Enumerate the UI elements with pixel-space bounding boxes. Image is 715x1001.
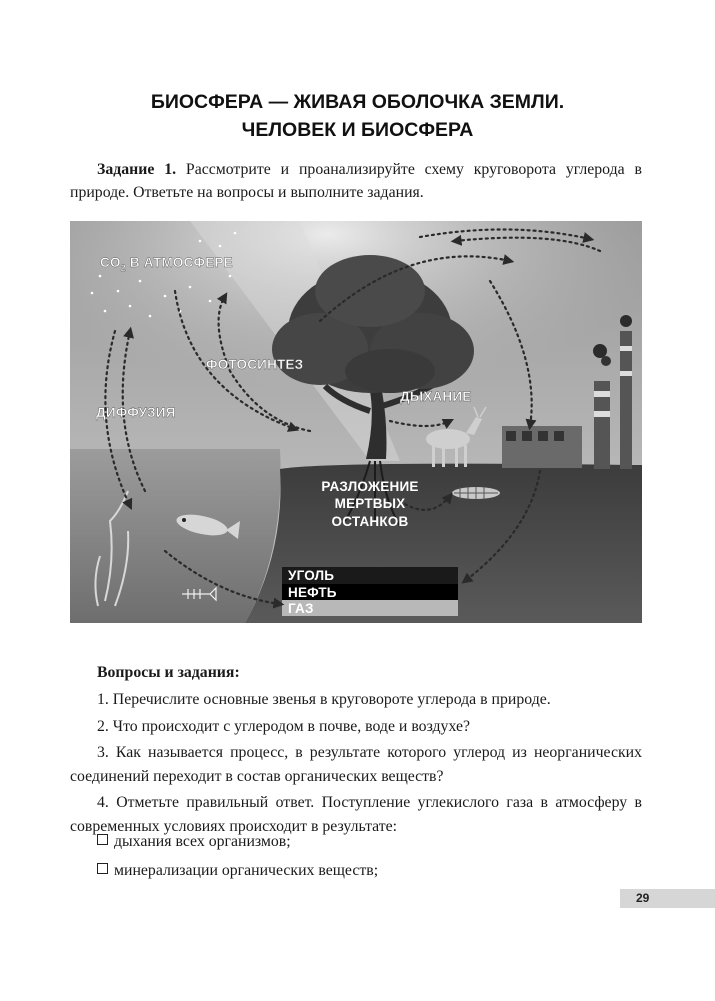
checkbox-icon[interactable] [97,834,108,845]
question-2: 2. Что происходит с углеродом в почве, воде и воздухе? [97,717,470,735]
question-1: 1. Перечислите основные звенья в круговороте углерода в природе. [97,691,551,708]
page-title [0,88,715,144]
gas-label: ГАЗ [288,601,314,616]
question-3: 3. Как называется процесс, в результате которого углерод из неорганических соединений переходит в состав органических веществ? [70,744,642,785]
question-4: 4. Отметьте правильный ответ. Поступление углекислого газа в атмосферу в современных условиях происходит в результате: [70,794,642,835]
task-label: Задание 1. [97,161,177,178]
decomposition-line-2: МЕРТВЫХ [334,496,406,511]
dead-animal [452,487,500,499]
questions-list [70,688,642,841]
diffusion-label: ДИФФУЗИЯ [96,405,176,420]
option-2-text: минерализации органических веществ; [114,862,379,879]
coal-label: УГОЛЬ [288,568,335,583]
title-line-2: ЧЕЛОВЕК И БИОСФЕРА [241,119,474,141]
respiration-label: ДЫХАНИЕ [400,389,472,404]
co2-label: $CO_2$ В АТМОСФЕРЕ [100,255,233,273]
option-1-text: дыхания всех организмов; [114,833,291,850]
carbon-cycle-diagram [70,221,642,623]
photosynthesis-label: ФОТОСИНТЕЗ [206,357,304,372]
task-text: Рассмотрите и проанализируйте схему круговорота углерода в природе. Ответьте на вопросы и выполните задания. [70,161,642,201]
title-line-1: БИОСФЕРА — ЖИВАЯ ОБОЛОЧКА ЗЕМЛИ. [150,91,565,113]
oil-label: НЕФТЬ [288,585,337,600]
option-1[interactable] [97,833,291,851]
checkbox-icon[interactable] [97,863,108,874]
page-number-bar [620,889,715,908]
decomposition-line-3: ОСТАНКОВ [331,514,409,529]
decomposition-line-1: РАЗЛОЖЕНИЕ [321,479,419,494]
option-2[interactable] [97,862,378,880]
questions-heading: Вопросы и задания: [97,664,240,681]
task-paragraph [70,158,642,204]
page-number: 29 [636,891,650,905]
